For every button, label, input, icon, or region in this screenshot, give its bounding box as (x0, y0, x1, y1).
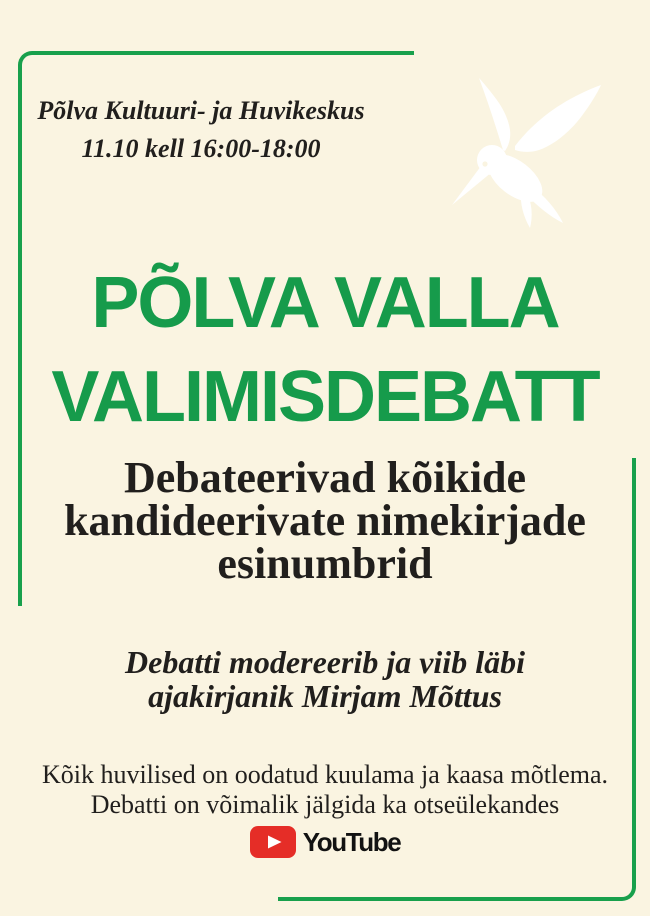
moderator-note (0, 645, 650, 713)
title-line-2: VALIMISDEBATT (51, 357, 599, 437)
invitation-text (0, 760, 650, 820)
hummingbird-icon (441, 72, 643, 237)
subtitle (0, 453, 650, 588)
moderator-line-2: ajakirjanik Mirjam Mõttus (148, 678, 502, 714)
invitation-line-1: Kõik huvilised on oodatud kuulama ja kaasa mõtlema. (41, 760, 609, 789)
moderator-line-1: Debatti modereerib ja viib läbi (125, 644, 525, 680)
venue-block (20, 92, 382, 168)
page-title (0, 256, 650, 444)
youtube-play-icon (250, 826, 296, 858)
venue-name: Põlva Kultuuri- ja Huvikeskus (37, 96, 365, 125)
event-datetime: 11.10 kell 16:00-18:00 (81, 134, 321, 163)
invitation-line-2: Debatti on võimalik jälgida ka otseülekandes (90, 790, 560, 819)
subtitle-line-3: esinumbrid (217, 539, 433, 588)
youtube-logo[interactable] (0, 826, 650, 858)
title-line-1: PÕLVA VALLA (91, 263, 559, 343)
subtitle-line-1: Debateerivad kõikide (123, 453, 527, 502)
youtube-wordmark: YouTube (302, 826, 401, 857)
subtitle-line-2: kandideerivate nimekirjade (64, 496, 586, 545)
hummingbird-eye (482, 161, 487, 166)
